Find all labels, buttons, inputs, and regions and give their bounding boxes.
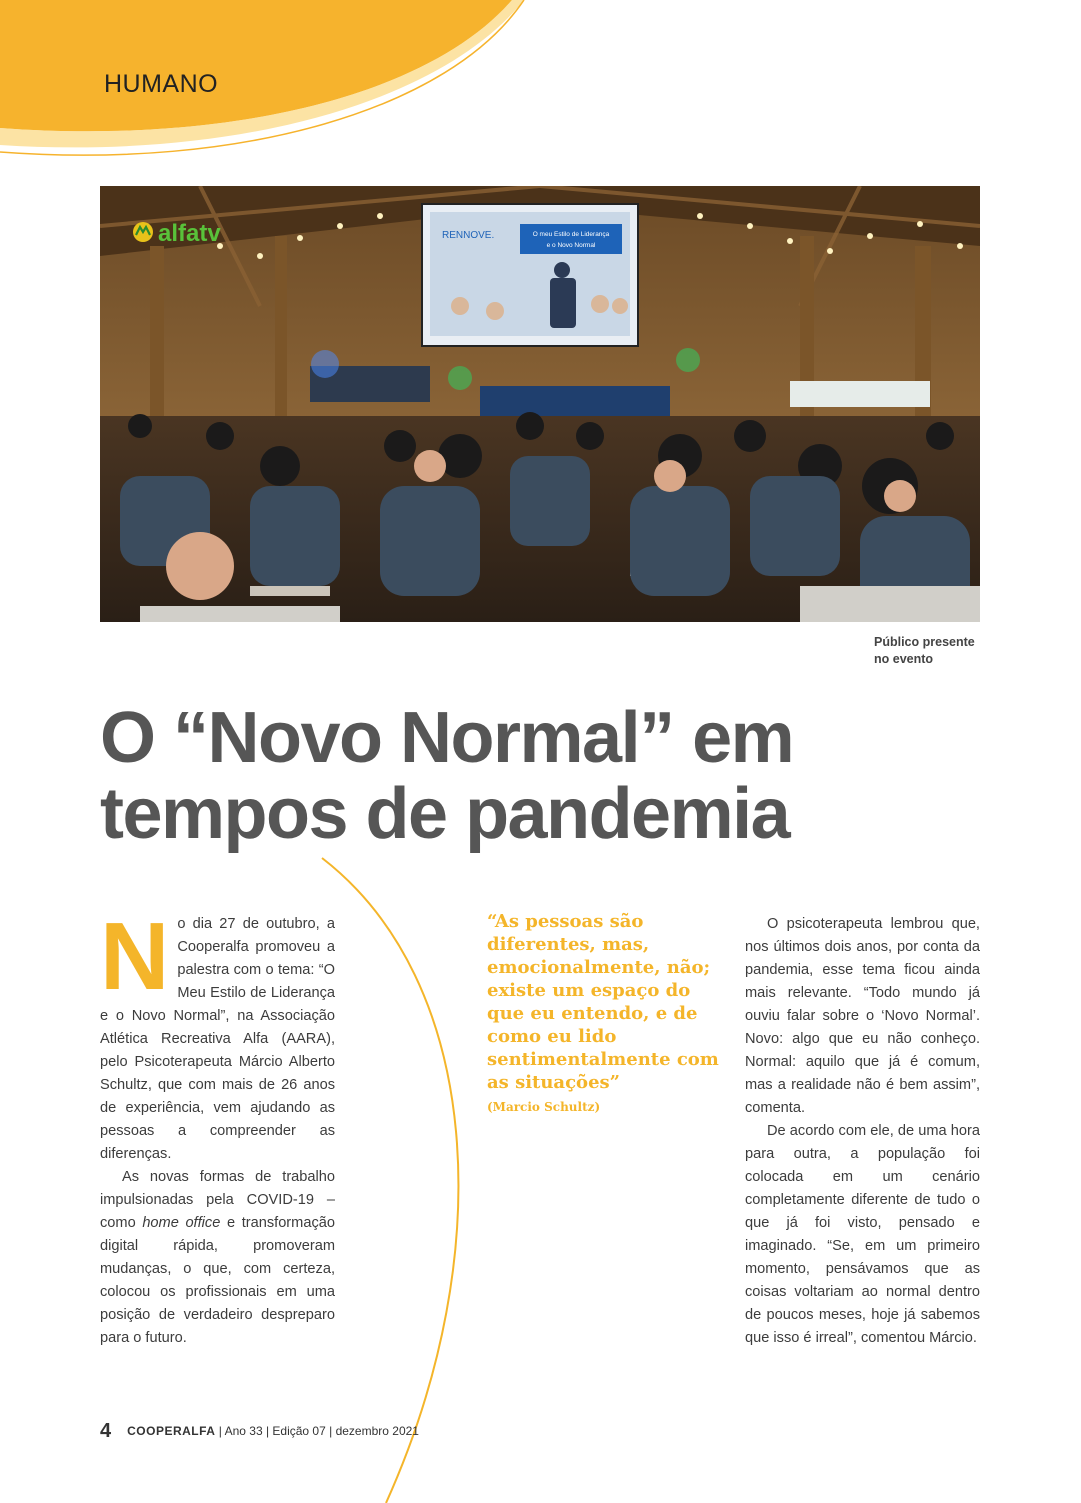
caption-line-1: Público presente <box>874 635 975 649</box>
headline-line-2: tempos de pandemia <box>100 774 790 854</box>
pull-quote-author: (Marcio Schultz) <box>487 1100 601 1114</box>
screen-brand: RENNOVE. <box>442 230 495 241</box>
paragraph-1-text: o dia 27 de outubro, a Cooperalfa promoveu a palestra com o tema: “O Meu Estilo de Liderança e o Novo Normal”, na Associação Atlética Recreativa Alfa (AARA), pelo Psicoterapeuta Márcio Alberto Schultz, que com mais de 26 anos de experiência, vem ajudando as pessoas a compreender as diferenças. <box>100 916 335 1162</box>
alfatv-watermark: alfatv <box>158 220 221 247</box>
drop-cap: N <box>100 903 170 1010</box>
event-photo <box>100 186 980 622</box>
paragraph-2-text-b: e transformação digital rápida, promoveram mudanças, o que, com certeza, colocou os profissionais em uma posição de verdadeiro despreparo para o futuro. <box>100 1215 335 1346</box>
paragraph-2-italic: home office <box>142 1215 221 1231</box>
pull-quote: “As pessoas são diferentes, mas, emocionalmente, não; existe um espaço do que eu entendo, e de como eu lido sentimentalmente com as situações” <box>487 911 719 1093</box>
magazine-name: COOPERALFA <box>127 1424 216 1438</box>
paragraph-1 <box>100 903 335 1166</box>
page-number: 4 <box>100 1420 112 1442</box>
article-column-1 <box>100 903 335 1350</box>
headline-line-1: O “Novo Normal” em <box>100 698 794 778</box>
paragraph-2-text-a: As novas formas de trabalho impulsionadas pela COVID-19 – como <box>100 1169 335 1231</box>
article-column-3 <box>745 913 980 1350</box>
article-headline <box>100 700 1000 852</box>
curve-line <box>322 858 458 1503</box>
caption-line-2: no evento <box>874 652 934 666</box>
page-footer <box>100 1420 419 1443</box>
screen-title-2: e o Novo Normal <box>546 242 596 249</box>
paragraph-4: De acordo com ele, de uma hora para outra, a população foi colocada em um cenário completamente diferente de tudo o que já foi visto, pensado e imaginado. “Se, em um primeiro momento, pensávamos que as coisas voltariam ao normal dentro de poucos meses, hoje já sabemos que isso é irreal”, comentou Márcio. <box>745 1123 980 1346</box>
paragraph-2 <box>100 1166 335 1350</box>
issue-details: | Ano 33 | Edição 07 | dezembro 2021 <box>215 1424 419 1438</box>
paragraph-3: O psicoterapeuta lembrou que, nos últimos dois anos, por conta da pandemia, esse tema ficou ainda mais relevante. “Todo mundo já ouviu falar sobre o ‘Novo Normal’. Novo: algo que eu não conheço. Normal: aquilo que já é comum, mas a realidade não é bem assim”, comenta. <box>745 916 980 1116</box>
section-label: HUMANO <box>104 70 219 98</box>
photo-caption <box>874 634 994 668</box>
screen-title-1: O meu Estilo de Liderança <box>532 231 610 238</box>
